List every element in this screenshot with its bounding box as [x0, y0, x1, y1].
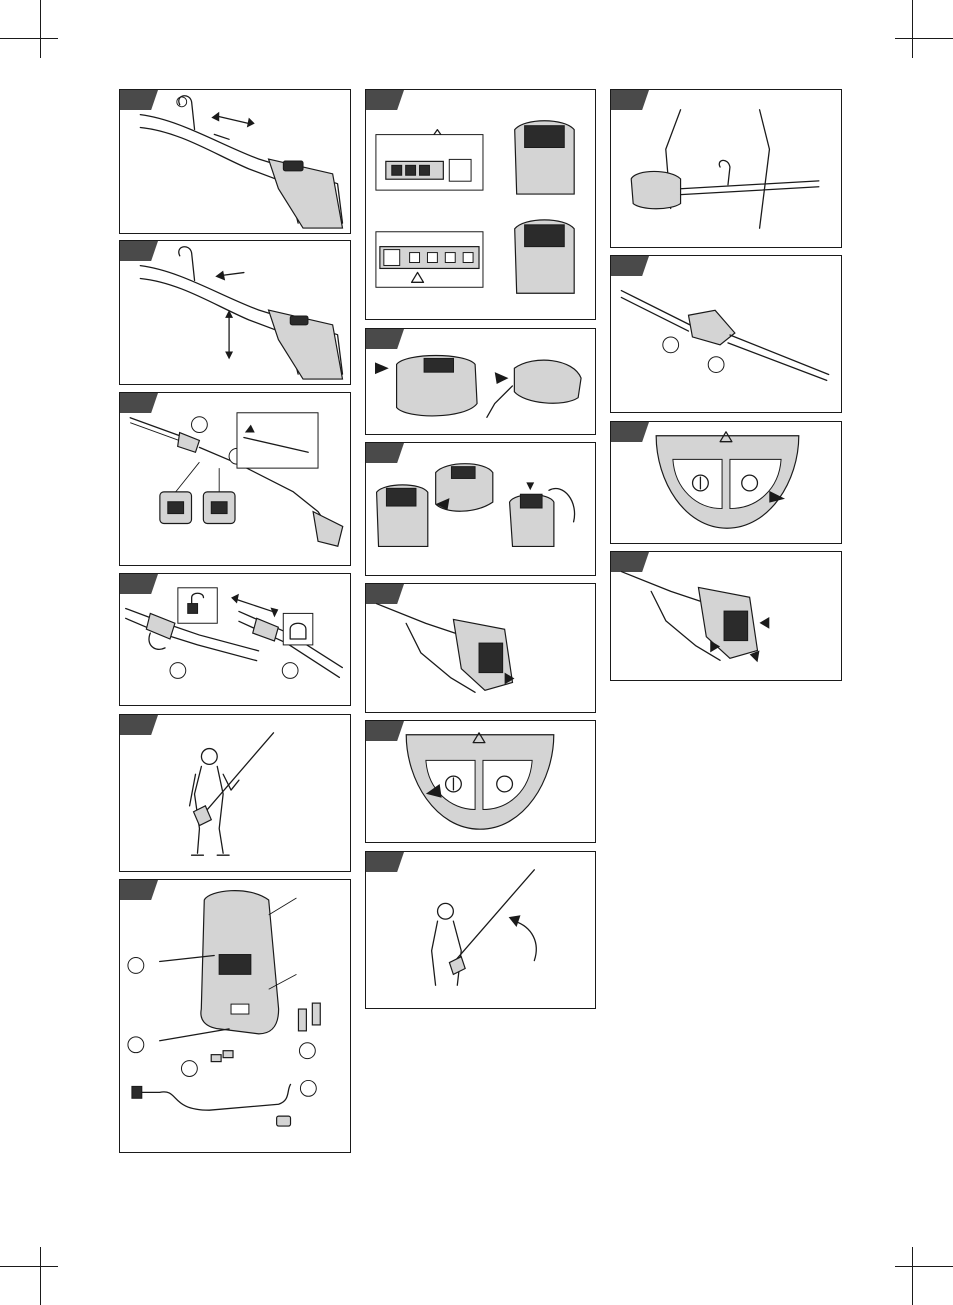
- charger-connection-illustration: [366, 329, 595, 434]
- operator-holding-tool-illustration: [611, 90, 841, 247]
- panel-shaft-assembly: [119, 392, 351, 566]
- battery-charge-indicator-illustration: [366, 90, 595, 319]
- panel-battery-insert: [365, 583, 596, 713]
- battery-remove-illustration: [611, 552, 841, 680]
- panel-holding-tool: [610, 89, 842, 248]
- battery-insert-illustration: [366, 584, 595, 712]
- operator-harness-illustration: [120, 715, 350, 871]
- panel-battery-indicator: [365, 89, 596, 320]
- shaft-lock-unlock-illustration: [120, 574, 350, 705]
- eco-button-illustration: [611, 422, 841, 543]
- handle-slide-adjust-illustration: [120, 90, 350, 233]
- panel-battery-charging: [365, 442, 596, 576]
- panel-charger-connection: [365, 328, 596, 435]
- panel-power-button: [365, 720, 596, 843]
- panel-shaft-lock: [119, 573, 351, 706]
- panel-handle-lock: [119, 240, 351, 385]
- shaft-assembly-illustration: [120, 393, 350, 565]
- panel-wall-bracket: [119, 879, 351, 1153]
- hedge-trimmer-head-illustration: [611, 256, 841, 412]
- wall-bracket-parts-illustration: [120, 880, 350, 1152]
- handle-lock-illustration: [120, 241, 350, 384]
- panel-battery-remove: [610, 551, 842, 681]
- battery-charging-illustration: [366, 443, 595, 575]
- panel-raising-tool: [365, 851, 596, 1009]
- power-button-illustration: [366, 721, 595, 842]
- operator-raising-tool-illustration: [366, 852, 595, 1008]
- panel-operator-harness: [119, 714, 351, 872]
- panel-trimmer-head: [610, 255, 842, 413]
- panel-eco-button: [610, 421, 842, 544]
- panel-handle-slide: [119, 89, 351, 234]
